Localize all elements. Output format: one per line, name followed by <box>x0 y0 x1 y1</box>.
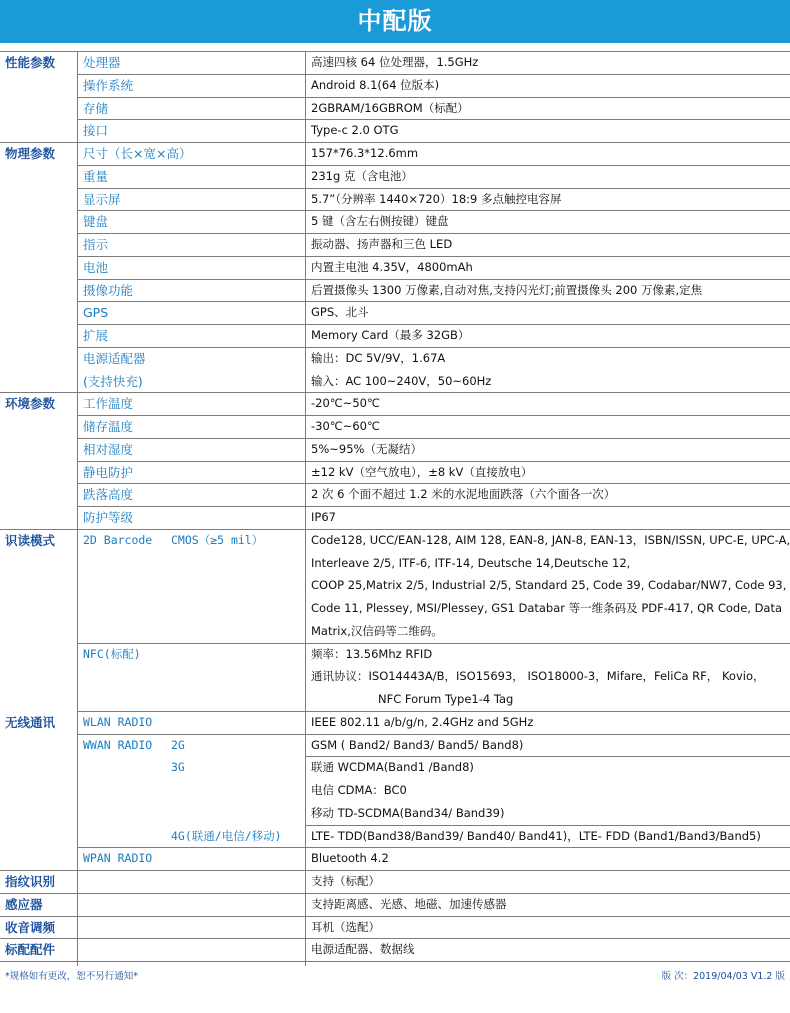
spec-label: NFC(标配) <box>83 646 141 661</box>
row-divider <box>77 256 790 257</box>
spec-label: GPS <box>83 305 109 321</box>
row-divider <box>77 97 790 98</box>
spec-label: 尺寸（长×宽×高） <box>83 146 192 161</box>
spec-value: Memory Card（最多 32GB） <box>311 328 470 342</box>
spec-value: IEEE 802.11 a/b/g/n, 2.4GHz and 5GHz <box>311 714 534 729</box>
spec-label: 处理器 <box>83 55 121 70</box>
table-row <box>0 916 790 939</box>
row-divider <box>77 847 790 848</box>
row-divider <box>77 279 790 280</box>
spec-value: GSM ( Band2/ Band3/ Band5/ Band8) <box>311 737 524 752</box>
spec-label: 相对湿度 <box>83 441 134 457</box>
row-divider <box>0 392 790 393</box>
spec-value: 后置摄像头 1300 万像素,自动对焦,支持闪光灯;前置摄像头 200 万像素,定焦 <box>311 282 703 297</box>
spec-sublabel: 4G(联通/电信/移动) <box>171 828 282 843</box>
row-divider <box>0 870 790 871</box>
row-divider <box>77 165 790 166</box>
spec-label: 工作温度 <box>83 396 134 412</box>
spec-value: 支持距离感、光感、地磁、加速传感器 <box>311 896 507 911</box>
spec-value: 2 次 6 个面不超过 1.2 米的水泥地面跌落（六个面各一次） <box>311 487 616 502</box>
spec-value: -30℃~60℃ <box>311 419 380 433</box>
spec-label: 接口 <box>83 123 109 139</box>
spec-sublabel: CMOS（≥5 mil） <box>171 532 264 547</box>
table-row <box>0 893 790 916</box>
category-label: 物理参数 <box>5 146 56 161</box>
table-row <box>0 665 790 688</box>
spec-value: Code128, UCC/EAN-128, AIM 128, EAN-8, JAN-8, EAN-13，ISBN/ISSN, UPC-E, UPC-A, <box>311 532 790 547</box>
row-divider <box>77 643 790 644</box>
table-row <box>0 825 790 848</box>
row-divider <box>77 301 790 302</box>
spec-label: (支持快充) <box>83 373 143 389</box>
row-divider <box>77 461 790 462</box>
table-row <box>0 97 790 120</box>
row-divider <box>305 825 790 826</box>
spec-label: 静电防护 <box>83 464 134 480</box>
column-divider-1 <box>77 51 78 966</box>
table-row <box>0 779 790 802</box>
spec-label: 电源适配器 <box>83 350 146 366</box>
table-row <box>0 188 790 211</box>
spec-value: 耳机（选配） <box>311 919 380 934</box>
row-divider <box>77 347 790 348</box>
row-divider <box>77 119 790 120</box>
table-row <box>0 688 790 711</box>
spec-value: 通讯协议：ISO14443A/B，ISO15693， ISO18000-3，Mifare，FeliCa RF， Kovio， <box>311 669 765 684</box>
spec-label: 显示屏 <box>83 191 121 207</box>
category-label: 收音调频 <box>5 919 56 935</box>
category-label: 标配配件 <box>5 942 56 958</box>
spec-label: WWAN RADIO <box>83 737 153 752</box>
row-divider <box>77 734 790 735</box>
spec-label: 存储 <box>83 100 109 116</box>
table-row <box>0 506 790 529</box>
table-row <box>0 51 790 74</box>
table-row <box>0 847 790 870</box>
row-divider <box>77 506 790 507</box>
spec-value: Android 8.1(64 位版本) <box>311 77 440 92</box>
table-row <box>0 279 790 302</box>
table-row <box>0 938 790 961</box>
spec-value: 5%~95%（无凝结） <box>311 441 422 456</box>
table-row <box>0 438 790 461</box>
table-row <box>0 711 790 734</box>
table-row <box>0 756 790 779</box>
spec-value: 输入：AC 100~240V，50~60Hz <box>311 373 492 388</box>
footer-version: 版 次：2019/04/03 V1.2 版 <box>661 971 785 982</box>
category-label: 指纹识别 <box>5 874 56 889</box>
spec-value: 电信 CDMA：BC0 <box>311 783 407 797</box>
table-row <box>0 370 790 393</box>
spec-label: 键盘 <box>83 214 109 230</box>
table-row <box>0 643 790 666</box>
row-divider <box>0 938 790 939</box>
spec-value: 移动 TD-SCDMA(Band34/ Band39) <box>311 805 505 820</box>
spec-value: 高速四核 64 位处理器，1.5GHz <box>311 55 479 69</box>
row-divider <box>77 711 790 712</box>
spec-value: GPS、北斗 <box>311 305 369 320</box>
spec-label: WPAN RADIO <box>83 851 153 866</box>
spec-label: 操作系统 <box>83 77 134 93</box>
table-row <box>0 802 790 825</box>
spec-value: 电源适配器、数据线 <box>311 942 415 957</box>
spec-value: 内置主电池 4.35V，4800mAh <box>311 259 473 274</box>
spec-value: 频率：13.56Mhz RFID <box>311 646 433 661</box>
row-divider <box>305 756 790 757</box>
table-row <box>0 620 790 643</box>
table-row <box>0 870 790 893</box>
table-row <box>0 324 790 347</box>
spec-label: 防护等级 <box>83 510 134 525</box>
table-row <box>0 142 790 165</box>
spec-label: 2D Barcode <box>83 532 153 547</box>
spec-value: 157*76.3*12.6mm <box>311 146 419 160</box>
spec-value: 5 键（含左右侧按键）键盘 <box>311 214 449 229</box>
category-label: 环境参数 <box>5 396 56 412</box>
spec-value: 联通 WCDMA(Band1 /Band8) <box>311 760 474 775</box>
category-label: 无线通讯 <box>5 714 56 730</box>
spec-value: NFC Forum Type1-4 Tag <box>378 692 514 706</box>
footer-note: *规格如有更改，恕不另行通知* <box>5 971 139 982</box>
spec-value: Code 11, Plessey, MSI/Plessey, GS1 Databar 等一维条码及 PDF-417, QR Code, Data <box>311 601 783 615</box>
spec-value: 5.7”（分辨率 1440×720）18:9 多点触控电容屏 <box>311 191 562 206</box>
spec-value: 输出：DC 5V/9V，1.67A <box>311 350 446 365</box>
spec-value: ±12 kV（空气放电），±8 kV（直接放电） <box>311 464 533 479</box>
category-label: 感应器 <box>5 896 43 912</box>
row-divider <box>0 961 790 962</box>
spec-value: 2GBRAM/16GBROM（标配） <box>311 100 469 115</box>
table-row <box>0 597 790 620</box>
spec-label: WLAN RADIO <box>83 714 153 729</box>
table-row <box>0 574 790 597</box>
spec-label: 跌落高度 <box>83 487 134 503</box>
spec-value: Interleave 2/5, ITF-6, ITF-14, Deutsche 14,Deutsche 12, <box>311 555 631 570</box>
spec-value: 振动器、扬声器和三色 LED <box>311 237 453 251</box>
table-row <box>0 552 790 575</box>
spec-value: COOP 25,Matrix 2/5, Industrial 2/5, Standard 25, Code 39, Codabar/NW7, Code 93, <box>311 578 787 593</box>
spec-sublabel: 3G <box>171 760 185 775</box>
table-row <box>0 347 790 370</box>
spec-value: IP67 <box>311 510 336 524</box>
row-divider <box>0 142 790 143</box>
spec-value: Type-c 2.0 OTG <box>311 123 399 138</box>
row-divider <box>77 324 790 325</box>
row-divider <box>0 916 790 917</box>
spec-label: 电池 <box>83 259 109 275</box>
table-row <box>0 233 790 256</box>
spec-value: 支持（标配） <box>311 874 380 888</box>
spec-label: 扩展 <box>83 328 109 343</box>
row-divider <box>0 51 790 52</box>
table-row <box>0 415 790 438</box>
row-divider <box>77 233 790 234</box>
table-row <box>0 210 790 233</box>
category-label: 性能参数 <box>5 55 56 70</box>
table-row <box>0 461 790 484</box>
table-row <box>0 256 790 279</box>
row-divider <box>0 529 790 530</box>
table-row <box>0 392 790 415</box>
page-title: 中配版 <box>0 0 790 43</box>
row-divider <box>77 415 790 416</box>
table-row <box>0 74 790 97</box>
table-row <box>0 165 790 188</box>
table-row <box>0 529 790 552</box>
spec-value: LTE- TDD(Band38/Band39/ Band40/ Band41)，LTE- FDD (Band1/Band3/Band5) <box>311 828 761 843</box>
spec-label: 指示 <box>83 237 109 252</box>
row-divider <box>77 438 790 439</box>
table-row <box>0 734 790 757</box>
spec-value: Bluetooth 4.2 <box>311 851 389 866</box>
table-row <box>0 119 790 142</box>
spec-value: -20℃~50℃ <box>311 396 380 411</box>
spec-value: Matrix,汉信码等二维码。 <box>311 623 443 638</box>
spec-sublabel: 2G <box>171 737 185 752</box>
spec-label: 重量 <box>83 168 109 184</box>
column-divider-2 <box>305 51 306 966</box>
row-divider <box>0 893 790 894</box>
spec-label: 储存温度 <box>83 419 134 434</box>
category-label: 识读模式 <box>5 532 56 548</box>
row-divider <box>77 483 790 484</box>
row-divider <box>77 74 790 75</box>
row-divider <box>77 210 790 211</box>
spec-label: 摄像功能 <box>83 282 134 298</box>
row-divider <box>77 188 790 189</box>
table-row <box>0 483 790 506</box>
spec-value: 231g 克（含电池） <box>311 168 413 183</box>
table-row <box>0 301 790 324</box>
